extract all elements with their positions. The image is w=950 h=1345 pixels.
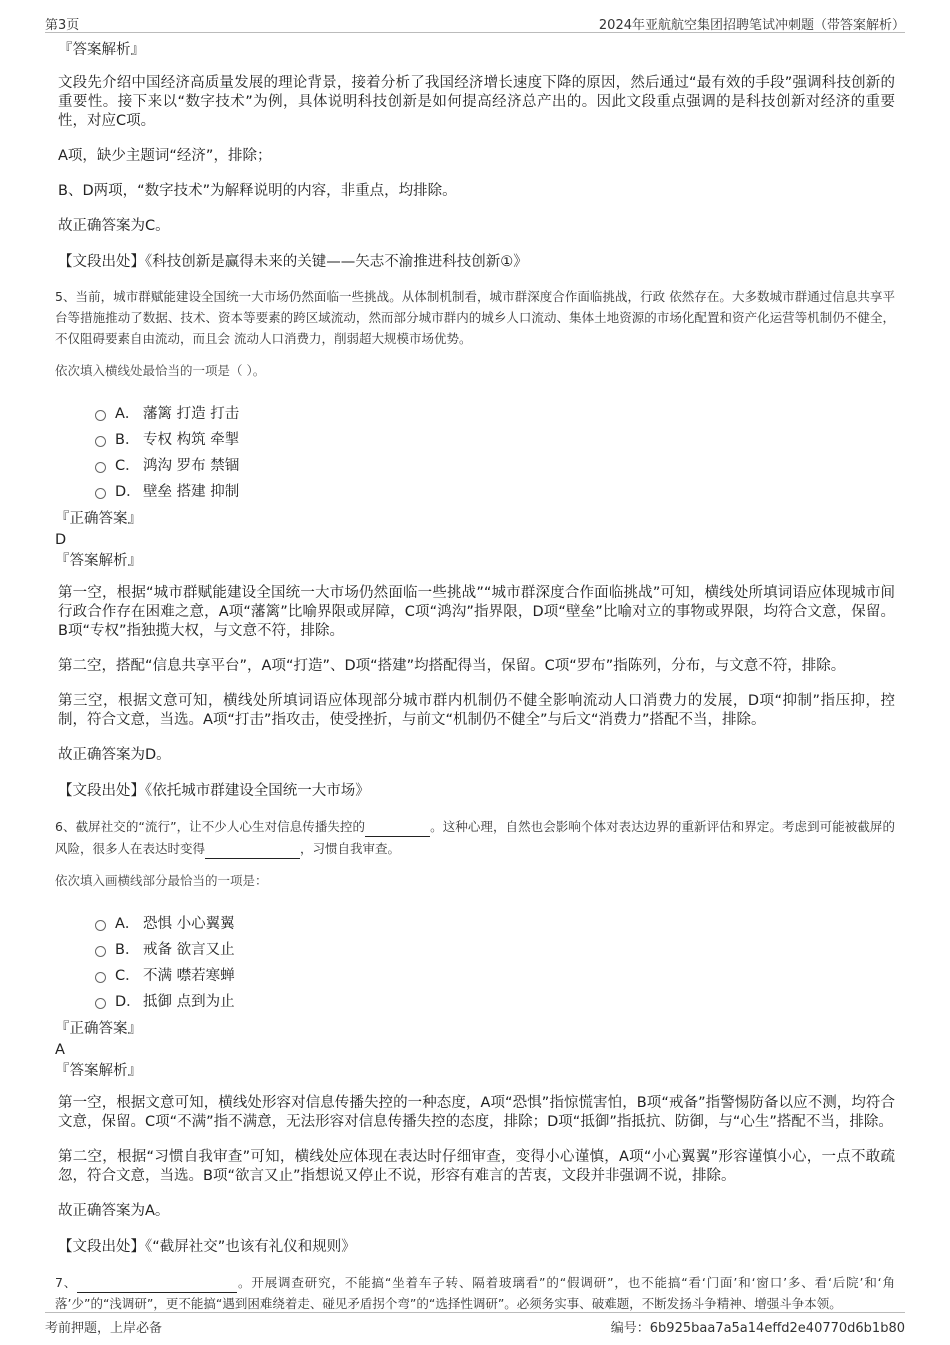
document-title: 2024年亚航航空集团招聘笔试冲刺题（带答案解析） xyxy=(598,18,905,33)
q4-source: 【文段出处】《科技创新是赢得未来的关键——矢志不渝推进科技创新①》 xyxy=(58,254,528,270)
q5-source: 【文段出处】《依托城市群建设全国统一大市场》 xyxy=(58,783,370,799)
page-footer xyxy=(45,1312,905,1336)
q6-blank-1 xyxy=(365,815,430,837)
q5-option-a[interactable]: A． 藩篱 打造 打击 xyxy=(95,399,895,425)
q4-analysis-paragraph: 文段先介绍中国经济高质量发展的理论背景，接着分析了我国经济增长速度下降的原因，然后通过“最有效的手段”强调科技创新的重要性。接下来以“数字技术”为例，具体说明科技创新是如何提高经济总产出的。因此文段重点强调的是科技创新对经济的重要性，对应C项。 xyxy=(58,75,895,129)
q5-analysis-paragraph: 第二空，搭配“信息共享平台”，A项“打造”、D项“搭建”均搭配得当，保留。C项“罗布”指陈列，分布，与文意不符，排除。 xyxy=(58,658,846,674)
q6-analysis-paragraph: 第二空，根据“习惯自我审查”可知，横线处应体现在表达时仔细审查，变得小心谨慎，A项“小心翼翼”形容谨慎小心，一点不敢疏忽，符合文意，当选。B项“欲言又止”指想说又停止不说，形容有难言的苦衷，文段并非强调不说，排除。 xyxy=(58,1149,895,1184)
q5-analysis-paragraph: 第一空，根据“城市群赋能建设全国统一大市场仍然面临一些挑战”“城市群深度合作面临挑战”可知，横线处所填词语应体现城市间行政合作存在困难之意，A项“藩篱”比喻界限或屏障，C项“鸿沟”指界限，D项“壁垒”比喻对立的事物或界限，均符合文意，保留。B项“专权”指独揽大权，与文意不符，排除。 xyxy=(58,585,895,639)
q6-stem: 6、截屏社交的“流行”，让不少人心生对信息传播失控的 。这种心理，自然也会影响个体对表达边界的重新评估和界定。考虑到可能被截屏的风险，很多人在表达时变得 ，习惯自我审查。 xyxy=(55,815,895,859)
q5-instruction: 依次填入横线处最恰当的一项是（ ）。 xyxy=(55,363,266,378)
q4-analysis-paragraph: A项，缺少主题词“经济”，排除； xyxy=(58,148,272,164)
q6-analysis-paragraph: 第一空，根据文意可知，横线处形容对信息传播失控的一种态度，A项“恐惧”指惊慌害怕，B项“戒备”指警惕防备以应不测，均符合文意，保留。C项“不满”指不满意，无法形容对信息传播失控的态度，排除；D项“抵御”指抵抗、防御，与“心生”搭配不当，排除。 xyxy=(58,1095,895,1130)
q6-analysis-paragraph: 故正确答案为A。 xyxy=(58,1203,170,1219)
q4-analysis-paragraph: 故正确答案为C。 xyxy=(58,218,170,234)
q6-correct-label: 『正确答案』 xyxy=(55,1021,142,1037)
footer-slogan: 考前押题，上岸必备 xyxy=(45,1321,163,1336)
q6-analysis-label: 『答案解析』 xyxy=(55,1063,142,1079)
q5-option-d[interactable]: D． 壁垒 搭建 抑制 xyxy=(95,477,895,503)
q6-correct-answer: A xyxy=(55,1042,65,1058)
q6-option-c[interactable]: C． 不满 噤若寒蝉 xyxy=(95,961,895,987)
radio-icon[interactable] xyxy=(95,998,106,1009)
q6-source: 【文段出处】《“截屏社交”也该有礼仪和规则》 xyxy=(58,1239,356,1255)
q6-option-d[interactable]: D． 抵御 点到为止 xyxy=(95,987,895,1013)
page-header xyxy=(45,12,905,33)
page-number: 第3页 xyxy=(45,18,80,33)
q4-analysis-paragraph: B、D两项，“数字技术”为解释说明的内容，非重点，均排除。 xyxy=(58,183,457,199)
q7-stem: 7、 。开展调查研究，不能搞“坐着车子转、隔着玻璃看”的“假调研”，也不能搞“看‘门面’和‘窗口’多、看‘后院’和‘角落’少”的“浅调研”，更不能搞“遇到困难绕着走、碰见矛盾拐个弯”的“选择性调研”。必须务实事、破难题，不断发扬斗争精神、增强斗争本领。 xyxy=(55,1271,895,1314)
q5-stem: 5、当前，城市群赋能建设全国统一大市场仍然面临一些挑战。从体制机制看，城市群深度合作面临挑战，行政 依然存在。大多数城市群通过信息共享平台等措施推动了数据、技术、资本等要素的跨区域流动，然而部分城市群内的城乡人口流动、集体土地资源的市场化配置和资产化运营等机制仍不健全，不仅阻碍要素自由流动，而且会 流动人口消费力，削弱超大规模市场优势。 xyxy=(55,289,895,346)
q5-correct-label: 『正确答案』 xyxy=(55,511,142,527)
radio-icon[interactable] xyxy=(95,972,106,983)
radio-icon[interactable] xyxy=(95,410,106,421)
q5-analysis-paragraph: 第三空，根据文意可知，横线处所填词语应体现部分城市群内机制仍不健全影响流动人口消费力的发展，D项“抑制”指压抑，控制，符合文意，当选。A项“打击”指攻击，使受挫折，与前文“机制仍不健全”与后文“消费力”搭配不当，排除。 xyxy=(58,693,895,728)
q6-options xyxy=(95,909,895,1013)
q6-instruction: 依次填入画横线部分最恰当的一项是： xyxy=(55,873,268,888)
q5-options xyxy=(95,399,895,503)
q5-analysis-paragraph: 故正确答案为D。 xyxy=(58,747,171,763)
q5-option-b[interactable]: B． 专权 构筑 牵掣 xyxy=(95,425,895,451)
radio-icon[interactable] xyxy=(95,436,106,447)
q7-blank xyxy=(77,1271,237,1293)
q5-correct-answer: D xyxy=(55,532,67,548)
q4-analysis-label: 『答案解析』 xyxy=(58,42,145,58)
page-content xyxy=(55,40,895,1326)
radio-icon[interactable] xyxy=(95,462,106,473)
q6-blank-2 xyxy=(205,837,300,859)
q5-analysis-label: 『答案解析』 xyxy=(55,553,142,569)
q5-option-c[interactable]: C． 鸿沟 罗布 禁锢 xyxy=(95,451,895,477)
radio-icon[interactable] xyxy=(95,920,106,931)
radio-icon[interactable] xyxy=(95,488,106,499)
q6-option-a[interactable]: A． 恐惧 小心翼翼 xyxy=(95,909,895,935)
document-code: 编号：6b925baa7a5a14effd2e40770d6b1b80 xyxy=(610,1321,905,1336)
q6-option-b[interactable]: B． 戒备 欲言又止 xyxy=(95,935,895,961)
radio-icon[interactable] xyxy=(95,946,106,957)
